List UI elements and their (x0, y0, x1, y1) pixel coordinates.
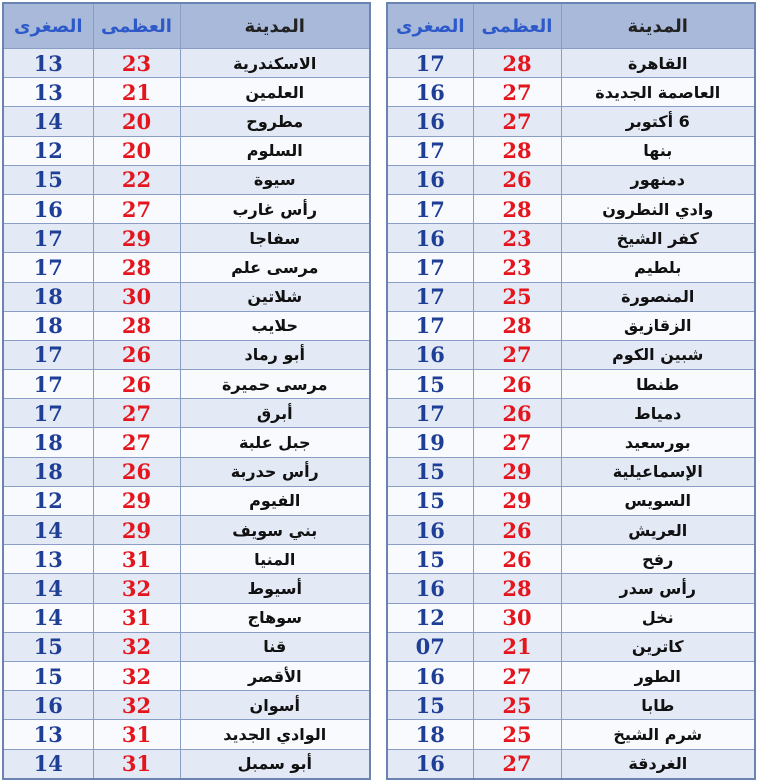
table-row (387, 516, 755, 545)
table-row (387, 399, 755, 428)
min-temp-cell: 15 (387, 370, 473, 399)
table-row (387, 165, 755, 194)
min-temp-cell: 14 (3, 574, 93, 603)
table-row (3, 311, 370, 340)
max-temp-cell: 23 (473, 253, 561, 282)
max-temp-cell: 25 (473, 282, 561, 311)
city-cell: قنا (180, 632, 370, 661)
max-temp-cell: 28 (473, 311, 561, 340)
max-temp-cell: 26 (473, 516, 561, 545)
city-cell: العلمين (180, 78, 370, 107)
min-temp-cell: 14 (3, 107, 93, 136)
table-row (3, 516, 370, 545)
min-temp-cell: 16 (387, 78, 473, 107)
right-temperature-table (386, 2, 756, 780)
min-temp-cell: 17 (3, 253, 93, 282)
min-temp-cell: 16 (387, 107, 473, 136)
city-cell: كفر الشيخ (561, 224, 755, 253)
city-cell: المنيا (180, 545, 370, 574)
max-temp-cell: 21 (93, 78, 180, 107)
table-row (3, 632, 370, 661)
city-cell: العاصمة الجديدة (561, 78, 755, 107)
city-cell: بني سويف (180, 516, 370, 545)
table-row (3, 428, 370, 457)
table-row (387, 457, 755, 486)
table-row (3, 253, 370, 282)
table-row (3, 165, 370, 194)
table-row (3, 545, 370, 574)
max-temp-cell: 30 (473, 603, 561, 632)
min-temp-cell: 12 (3, 486, 93, 515)
min-temp-cell: 07 (387, 632, 473, 661)
max-temp-cell: 32 (93, 632, 180, 661)
header-row (387, 3, 755, 49)
table-row (3, 282, 370, 311)
table-row (3, 457, 370, 486)
table-row (387, 545, 755, 574)
city-cell: سوهاج (180, 603, 370, 632)
city-cell: شرم الشيخ (561, 720, 755, 749)
max-temp-cell: 26 (93, 457, 180, 486)
min-temp-cell: 14 (3, 603, 93, 632)
min-temp-cell: 18 (3, 428, 93, 457)
max-temp-cell: 28 (473, 194, 561, 223)
max-temp-cell: 28 (93, 311, 180, 340)
min-temp-cell: 17 (387, 282, 473, 311)
header-max: العظمى (473, 3, 561, 49)
city-cell: دمنهور (561, 165, 755, 194)
max-temp-cell: 28 (473, 574, 561, 603)
max-temp-cell: 20 (93, 107, 180, 136)
max-temp-cell: 29 (93, 516, 180, 545)
city-cell: جبل علبة (180, 428, 370, 457)
city-cell: الغردقة (561, 749, 755, 779)
min-temp-cell: 16 (387, 165, 473, 194)
table-row (3, 691, 370, 720)
min-temp-cell: 18 (3, 311, 93, 340)
right-table-body (387, 49, 755, 779)
table-row (387, 253, 755, 282)
min-temp-cell: 16 (387, 224, 473, 253)
city-cell: السويس (561, 486, 755, 515)
city-cell: شبين الكوم (561, 340, 755, 369)
city-cell: أسيوط (180, 574, 370, 603)
header-min: الصغرى (387, 3, 473, 49)
table-row (3, 399, 370, 428)
table-row (3, 749, 370, 779)
city-cell: أسوان (180, 691, 370, 720)
max-temp-cell: 27 (93, 399, 180, 428)
min-temp-cell: 13 (3, 720, 93, 749)
header-row (3, 3, 370, 49)
city-cell: رفح (561, 545, 755, 574)
city-cell: طابا (561, 691, 755, 720)
max-temp-cell: 29 (473, 457, 561, 486)
city-cell: حلايب (180, 311, 370, 340)
min-temp-cell: 17 (3, 399, 93, 428)
table-row (3, 720, 370, 749)
min-temp-cell: 17 (387, 253, 473, 282)
max-temp-cell: 29 (93, 224, 180, 253)
min-temp-cell: 17 (387, 311, 473, 340)
table-row (387, 78, 755, 107)
min-temp-cell: 15 (3, 661, 93, 690)
table-row (3, 78, 370, 107)
city-cell: الزقازيق (561, 311, 755, 340)
min-temp-cell: 13 (3, 78, 93, 107)
table-row (3, 49, 370, 78)
max-temp-cell: 25 (473, 691, 561, 720)
table-row (387, 428, 755, 457)
min-temp-cell: 15 (3, 165, 93, 194)
min-temp-cell: 15 (387, 486, 473, 515)
max-temp-cell: 22 (93, 165, 180, 194)
min-temp-cell: 16 (387, 749, 473, 779)
city-cell: الإسماعيلية (561, 457, 755, 486)
city-cell: القاهرة (561, 49, 755, 78)
max-temp-cell: 27 (473, 749, 561, 779)
min-temp-cell: 16 (387, 661, 473, 690)
max-temp-cell: 26 (473, 370, 561, 399)
min-temp-cell: 16 (3, 194, 93, 223)
max-temp-cell: 31 (93, 720, 180, 749)
header-max: العظمى (93, 3, 180, 49)
header-city: المدينة (561, 3, 755, 49)
min-temp-cell: 12 (387, 603, 473, 632)
min-temp-cell: 13 (3, 49, 93, 78)
min-temp-cell: 17 (3, 340, 93, 369)
city-cell: مطروح (180, 107, 370, 136)
table-row (387, 194, 755, 223)
max-temp-cell: 30 (93, 282, 180, 311)
table-row (387, 49, 755, 78)
city-cell: رأس سدر (561, 574, 755, 603)
max-temp-cell: 27 (473, 340, 561, 369)
table-row (387, 720, 755, 749)
max-temp-cell: 26 (93, 340, 180, 369)
max-temp-cell: 31 (93, 749, 180, 779)
city-cell: الفيوم (180, 486, 370, 515)
max-temp-cell: 29 (473, 486, 561, 515)
max-temp-cell: 27 (93, 194, 180, 223)
city-cell: بنها (561, 136, 755, 165)
city-cell: مرسى علم (180, 253, 370, 282)
max-temp-cell: 20 (93, 136, 180, 165)
min-temp-cell: 16 (387, 340, 473, 369)
city-cell: نخل (561, 603, 755, 632)
min-temp-cell: 18 (3, 282, 93, 311)
min-temp-cell: 17 (3, 370, 93, 399)
max-temp-cell: 32 (93, 691, 180, 720)
max-temp-cell: 27 (93, 428, 180, 457)
max-temp-cell: 31 (93, 603, 180, 632)
min-temp-cell: 17 (387, 399, 473, 428)
max-temp-cell: 28 (473, 136, 561, 165)
max-temp-cell: 29 (93, 486, 180, 515)
min-temp-cell: 17 (387, 49, 473, 78)
city-cell: الأقصر (180, 661, 370, 690)
table-row (387, 574, 755, 603)
table-row (387, 691, 755, 720)
city-cell: شلاتين (180, 282, 370, 311)
left-temperature-table (2, 2, 371, 780)
min-temp-cell: 17 (387, 194, 473, 223)
min-temp-cell: 14 (3, 516, 93, 545)
min-temp-cell: 16 (3, 691, 93, 720)
max-temp-cell: 23 (93, 49, 180, 78)
city-cell: بورسعيد (561, 428, 755, 457)
min-temp-cell: 18 (387, 720, 473, 749)
table-row (387, 282, 755, 311)
max-temp-cell: 31 (93, 545, 180, 574)
min-temp-cell: 18 (3, 457, 93, 486)
city-cell: بلطيم (561, 253, 755, 282)
table-row (3, 194, 370, 223)
left-table-body (3, 49, 370, 779)
city-cell: العريش (561, 516, 755, 545)
table-row (387, 107, 755, 136)
min-temp-cell: 19 (387, 428, 473, 457)
min-temp-cell: 15 (387, 545, 473, 574)
max-temp-cell: 25 (473, 720, 561, 749)
max-temp-cell: 27 (473, 661, 561, 690)
max-temp-cell: 28 (473, 49, 561, 78)
city-cell: أبو سمبل (180, 749, 370, 779)
max-temp-cell: 23 (473, 224, 561, 253)
table-row (387, 224, 755, 253)
header-min: الصغرى (3, 3, 93, 49)
min-temp-cell: 15 (387, 457, 473, 486)
max-temp-cell: 28 (93, 253, 180, 282)
city-cell: أبرق (180, 399, 370, 428)
city-cell: السلوم (180, 136, 370, 165)
city-cell: وادي النطرون (561, 194, 755, 223)
city-cell: رأس حدربة (180, 457, 370, 486)
table-row (387, 749, 755, 779)
table-row (387, 603, 755, 632)
city-cell: أبو رماد (180, 340, 370, 369)
table-row (3, 340, 370, 369)
table-row (3, 224, 370, 253)
max-temp-cell: 27 (473, 428, 561, 457)
city-cell: الاسكندرية (180, 49, 370, 78)
table-row (387, 486, 755, 515)
min-temp-cell: 14 (3, 749, 93, 779)
max-temp-cell: 26 (473, 545, 561, 574)
min-temp-cell: 13 (3, 545, 93, 574)
min-temp-cell: 16 (387, 574, 473, 603)
max-temp-cell: 26 (473, 399, 561, 428)
header-city: المدينة (180, 3, 370, 49)
city-cell: كاترين (561, 632, 755, 661)
table-row (3, 661, 370, 690)
min-temp-cell: 17 (3, 224, 93, 253)
table-row (3, 136, 370, 165)
min-temp-cell: 15 (387, 691, 473, 720)
max-temp-cell: 32 (93, 661, 180, 690)
table-row (387, 632, 755, 661)
min-temp-cell: 17 (387, 136, 473, 165)
min-temp-cell: 12 (3, 136, 93, 165)
city-cell: مرسى حميرة (180, 370, 370, 399)
max-temp-cell: 26 (93, 370, 180, 399)
max-temp-cell: 32 (93, 574, 180, 603)
city-cell: سيوة (180, 165, 370, 194)
max-temp-cell: 21 (473, 632, 561, 661)
min-temp-cell: 15 (3, 632, 93, 661)
city-cell: سفاجا (180, 224, 370, 253)
max-temp-cell: 27 (473, 78, 561, 107)
city-cell: طنطا (561, 370, 755, 399)
table-row (3, 574, 370, 603)
table-row (387, 340, 755, 369)
table-row (3, 107, 370, 136)
table-row (387, 370, 755, 399)
table-row (387, 136, 755, 165)
city-cell: رأس غارب (180, 194, 370, 223)
table-row (3, 603, 370, 632)
table-row (3, 370, 370, 399)
city-cell: دمياط (561, 399, 755, 428)
table-row (387, 661, 755, 690)
city-cell: الوادي الجديد (180, 720, 370, 749)
city-cell: الطور (561, 661, 755, 690)
max-temp-cell: 26 (473, 165, 561, 194)
table-row (3, 486, 370, 515)
city-cell: المنصورة (561, 282, 755, 311)
city-cell: 6 أكتوبر (561, 107, 755, 136)
table-row (387, 311, 755, 340)
max-temp-cell: 27 (473, 107, 561, 136)
min-temp-cell: 16 (387, 516, 473, 545)
